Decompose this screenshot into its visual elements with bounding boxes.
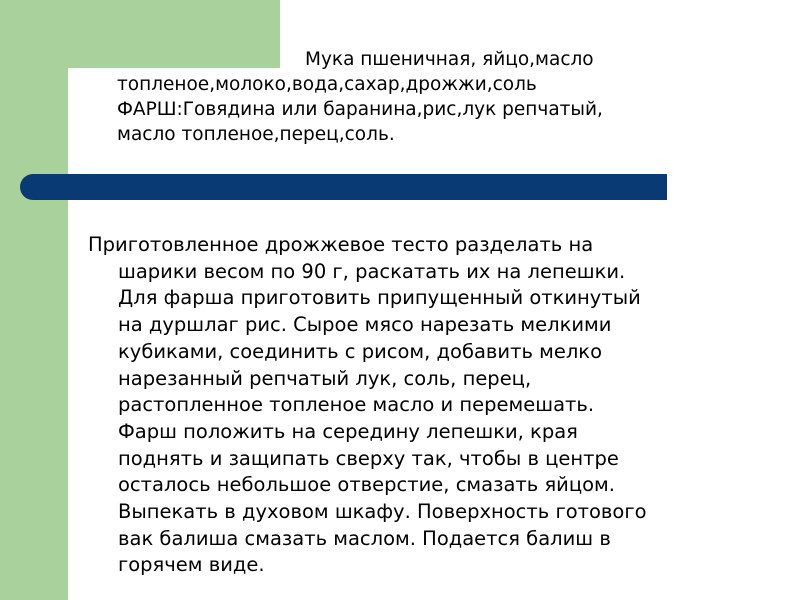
instructions-line: горячем виде. — [118, 553, 265, 577]
instructions-line: Для фарша приготовить припущенный откинутый — [118, 286, 641, 310]
ingredients-line: масло топленое,перец,соль. — [117, 124, 395, 145]
instructions-text — [88, 232, 758, 579]
instructions-line: растопленное топленое масло и перемешать. — [118, 393, 595, 417]
ingredients-text — [117, 47, 757, 147]
ingredients-line: ФАРШ:Говядина или баранина,рис,лук репчатый, — [117, 99, 603, 120]
instructions-line: нарезанный репчатый лук, соль, перец, — [118, 366, 532, 390]
ingredients-line: топленое,молоко,вода,сахар,дрожжи,соль — [117, 74, 537, 95]
instructions-line: на дуршлаг рис. Сырое мясо нарезать мелкими — [118, 313, 612, 337]
divider-bar — [20, 174, 667, 200]
instructions-line: вак балиша смазать маслом. Подается балиш в — [118, 526, 611, 550]
left-green-band — [0, 0, 68, 600]
instructions-line: поднять и защипать сверху так, чтобы в центре — [118, 446, 619, 470]
instructions-line: осталось небольшое отверстие, смазать яйцом. — [118, 473, 615, 497]
ingredients-line: Мука пшеничная, яйцо,масло — [305, 49, 594, 70]
instructions-line: кубиками, соединить с рисом, добавить мелко — [118, 339, 603, 363]
instructions-line: Фарш положить на середину лепешки, края — [118, 419, 578, 443]
instructions-line: шарики весом по 90 г, раскатать их на лепешки. — [118, 259, 626, 283]
instructions-line: Приготовленное дрожжевое тесто разделать на — [88, 233, 594, 256]
instructions-line: Выпекать в духовом шкафу. Поверхность готового — [118, 500, 647, 524]
